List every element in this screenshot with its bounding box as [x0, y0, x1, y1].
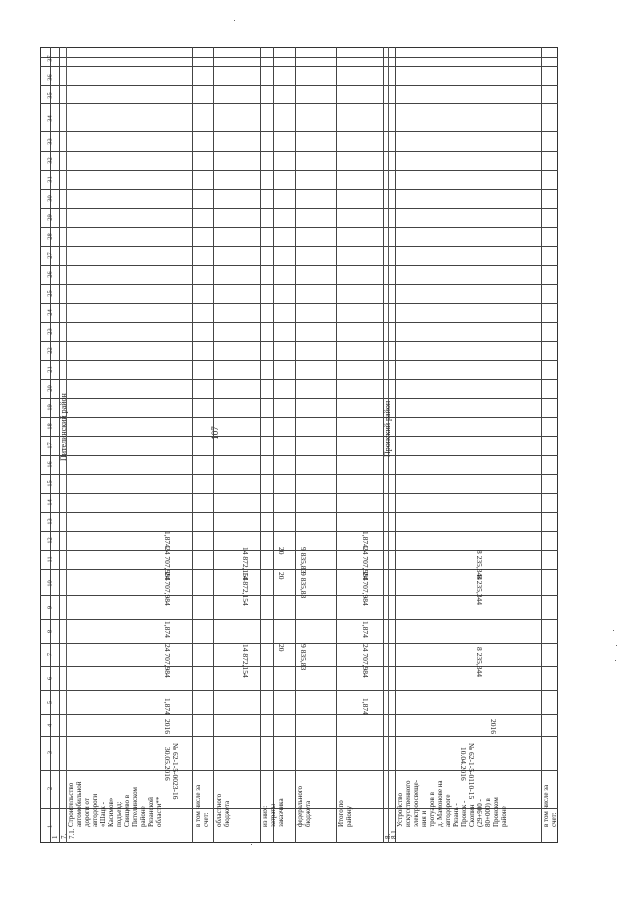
rule — [40, 736, 558, 737]
column-number: 10 — [46, 580, 54, 587]
rule — [395, 47, 396, 843]
page-number: 107 — [209, 426, 220, 440]
item-8-1-contract-no: № 62-1-5-0110-15 — [467, 743, 476, 800]
column-number: 15 — [46, 480, 54, 487]
column-number: 2 — [46, 786, 54, 791]
column-number: 34 — [46, 115, 54, 122]
rule — [40, 379, 558, 380]
column-number: 36 — [46, 74, 54, 81]
rule — [40, 284, 558, 285]
item-8-1-incl-label: в том числе за счет: — [542, 784, 558, 827]
item-8-1-contract-date: 10.04.2016 — [459, 747, 468, 781]
district-total-11: 24 707,984 — [361, 547, 370, 581]
rule — [40, 170, 558, 171]
column-number: 19 — [46, 404, 54, 411]
scan-speck — [616, 645, 617, 646]
rule — [273, 47, 274, 843]
rule — [40, 322, 558, 323]
rule — [40, 474, 558, 475]
column-number: 25 — [46, 290, 54, 297]
column-number: 16 — [46, 461, 54, 468]
column-number: 37 — [46, 55, 54, 62]
column-number: 8 — [46, 629, 54, 634]
item-8-1-name: Устройство искусственного электроосвеще- ния и тротуаров в д. Мамонове на автодороге Рязань - Пронск - Скопин (29+900 - 80+000) в Пронском районе — [396, 780, 508, 827]
column-number: 27 — [46, 252, 54, 259]
item-7-1-name: Строительство автомобильной дороги от автодороги «Шацк - Касимов» подъезд: Свищево в Пителинском районе Рязанской области** — [67, 781, 163, 827]
rule — [40, 66, 558, 67]
rule — [336, 47, 337, 843]
rule — [40, 246, 558, 247]
district-total-5: 1,874 — [361, 698, 370, 715]
rule — [40, 436, 558, 437]
column-number: 32 — [46, 157, 54, 164]
regional-budget-10: 14 872,154 — [241, 572, 250, 606]
column-number: 7 — [46, 652, 54, 657]
rule — [541, 47, 542, 843]
item-7-1-cost-10: 24 707,984 — [163, 572, 172, 606]
federal-budget-11: 9 835,83 — [299, 547, 308, 574]
rule — [40, 360, 558, 361]
regional-budget-7: 14 872,154 — [241, 644, 250, 678]
rule — [40, 151, 558, 152]
rule — [40, 103, 558, 104]
column-number: 26 — [46, 271, 54, 278]
rule — [40, 455, 558, 456]
district-total-12: 1,874 — [361, 531, 370, 548]
item-7-1-cost-7: 24 707,984 — [163, 644, 172, 678]
rule — [40, 417, 558, 418]
item-7-1-contract-no: № 62-1-5-0023-16 — [171, 743, 180, 800]
item-7-1-length-8: 1,874 — [163, 621, 172, 638]
item-8-1-cost-7: 8 235,344 — [475, 647, 484, 677]
customer-costs-11: 20 — [277, 547, 286, 555]
rule — [40, 398, 558, 399]
column-number: 30 — [46, 195, 54, 202]
section-8-region: Пронский район — [383, 400, 392, 457]
item-8-1-number: 8.1. — [390, 828, 398, 839]
scan-speck — [615, 660, 616, 661]
customer-costs-label: из них: затраты заказчика — [261, 798, 285, 827]
district-total-label: Итого по району — [337, 800, 353, 827]
rule — [40, 714, 558, 715]
item-8-1-year: 2016 — [489, 719, 498, 734]
rule — [40, 690, 558, 691]
column-number: 1 — [46, 824, 54, 829]
item-7-1-incl-label: в том числе за счет: — [194, 784, 210, 827]
column-number: 6 — [46, 676, 54, 681]
column-number: 17 — [46, 442, 54, 449]
column-number: 35 — [46, 92, 54, 99]
column-number: 14 — [46, 499, 54, 506]
rule — [295, 47, 296, 843]
item-8-1-cost-10: 8 235,344 — [475, 575, 484, 605]
item-7-1-length-5: 1,874 — [163, 698, 172, 715]
rule — [40, 227, 558, 228]
column-number: 3 — [46, 750, 54, 755]
district-total-7: 24 707,984 — [361, 644, 370, 678]
federal-budget-7: 9 835,83 — [299, 644, 308, 671]
row-marker: 1 — [51, 835, 59, 839]
rule — [40, 493, 558, 494]
column-number: 29 — [46, 214, 54, 221]
column-number: 5 — [46, 700, 54, 705]
section-7-number: 7. — [60, 833, 68, 839]
district-total-10: 24 707,984 — [361, 572, 370, 606]
federal-budget-label: федерального бюджета — [296, 785, 312, 827]
rule — [40, 208, 558, 209]
rule — [40, 189, 558, 190]
column-number: 28 — [46, 233, 54, 240]
column-number: 22 — [46, 347, 54, 354]
regional-budget-11: 14 872,154 — [241, 547, 250, 581]
item-7-1-number: 7.1. — [68, 828, 76, 839]
rule — [40, 85, 558, 86]
data-table — [40, 47, 558, 843]
regional-budget-label: областного бюджета — [215, 793, 231, 827]
section-8-number: 8. — [384, 833, 392, 839]
scan-speck — [234, 20, 235, 21]
column-number: 33 — [46, 138, 54, 145]
rule — [213, 47, 214, 843]
item-8-1-cost-11: 8 235,344 — [475, 550, 484, 580]
item-7-1-cost-11: 24 707,984 — [163, 547, 172, 581]
rule — [40, 770, 558, 771]
item-7-1-year: 2016 — [163, 719, 172, 734]
column-number: 31 — [46, 176, 54, 183]
customer-costs-7: 20 — [277, 644, 286, 652]
rule — [40, 131, 558, 132]
column-number: 24 — [46, 309, 54, 316]
scan-speck — [251, 844, 252, 845]
rule — [40, 303, 558, 304]
item-7-1-length-12: 1,874 — [163, 531, 172, 548]
column-number: 23 — [46, 328, 54, 335]
item-7-1-contract-date: 30.05.2016 — [163, 747, 172, 781]
rule — [192, 47, 193, 843]
federal-budget-10: 9 835,83 — [299, 572, 308, 599]
column-number: 13 — [46, 518, 54, 525]
customer-costs-10: 20 — [277, 572, 286, 580]
section-7-region: Пителинский район — [59, 393, 68, 461]
rule — [40, 265, 558, 266]
column-number: 9 — [46, 605, 54, 610]
district-total-8: 1,874 — [361, 621, 370, 638]
column-number: 4 — [46, 723, 54, 728]
rule — [40, 512, 558, 513]
rule — [40, 341, 558, 342]
scan-speck — [613, 630, 614, 631]
column-number: 12 — [46, 537, 54, 544]
column-number: 20 — [46, 385, 54, 392]
table-frame — [40, 47, 558, 843]
column-number: 11 — [46, 556, 54, 563]
rule — [40, 619, 558, 620]
rule — [40, 57, 558, 58]
rule — [40, 531, 558, 532]
column-number: 18 — [46, 423, 54, 430]
column-number: 21 — [46, 366, 54, 373]
rule — [260, 47, 261, 843]
